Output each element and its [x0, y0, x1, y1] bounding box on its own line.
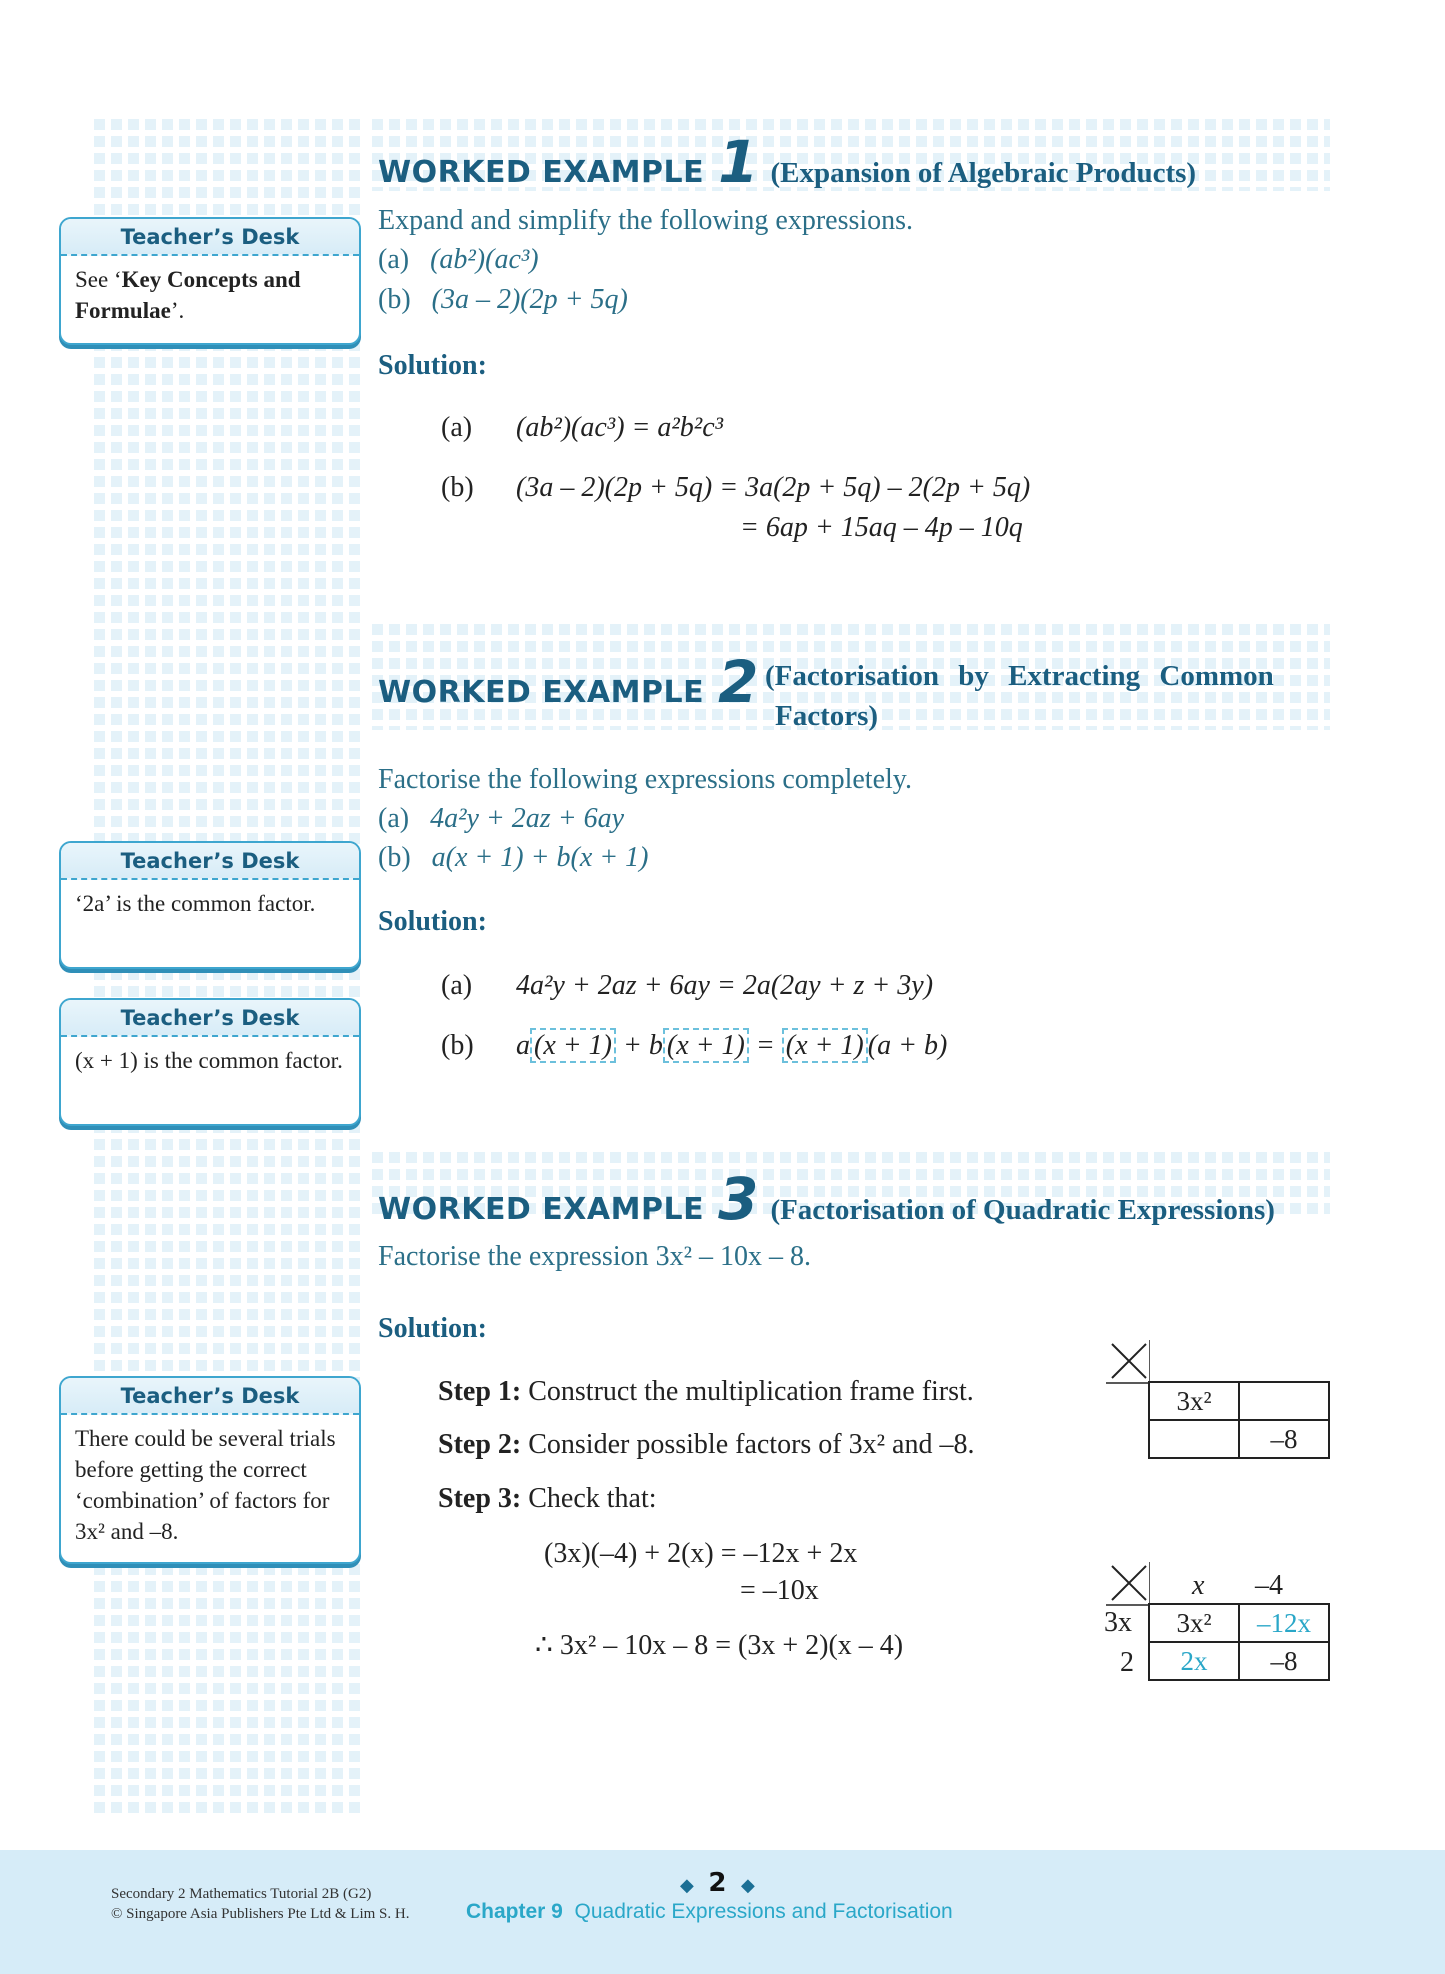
solution-heading: Solution: — [378, 1313, 487, 1344]
part-expression: a(x + 1) + b(x + 1) — [431, 842, 649, 873]
solution-b-line-2: = 6ap + 15aq – 4p – 10q — [740, 512, 1023, 543]
highlighted-common-factor: (x + 1) — [663, 1028, 749, 1063]
book-title: Secondary 2 Mathematics Tutorial 2B (G2) — [111, 1886, 372, 1902]
diamond-icon: ◆ — [680, 1875, 694, 1895]
step-text: Construct the multiplication frame first. — [528, 1376, 974, 1407]
example-2-part-a — [378, 803, 624, 835]
frame-cell — [1239, 1382, 1329, 1420]
teachers-desk-title: Teacher’s Desk — [61, 843, 359, 880]
teachers-desk-title: Teacher’s Desk — [61, 219, 359, 256]
step-label: Step 2: — [438, 1429, 522, 1460]
frame-cell: –8 — [1239, 1420, 1329, 1458]
example-number: 2 — [718, 648, 759, 716]
part-label: (a) — [378, 244, 410, 275]
teachers-desk-title: Teacher’s Desk — [61, 1378, 359, 1415]
solution-a-line: (ab²)(ac³) = a²b²c³ — [516, 412, 724, 443]
example-2-prompt: Factorise the following expressions completely. — [378, 764, 912, 795]
frame-cell-cross-product: 2x — [1149, 1642, 1239, 1680]
example-subtitle: (Expansion of Algebraic Products) — [770, 157, 1197, 189]
solution-b-label: (b) — [441, 1030, 474, 1061]
step-1 — [438, 1376, 974, 1408]
expr-piece: + b — [615, 1030, 663, 1061]
solution-b-line — [516, 1030, 947, 1062]
check-line-2: = –10x — [740, 1575, 819, 1606]
expr-piece: a — [516, 1030, 530, 1061]
frame-cell: –8 — [1239, 1642, 1329, 1680]
teachers-desk-note-2 — [59, 841, 361, 969]
page-number-block — [680, 1868, 755, 1898]
frame-row-header: 3x — [1104, 1607, 1132, 1638]
teachers-desk-text — [61, 256, 359, 336]
expr-piece: = — [748, 1030, 782, 1061]
example-1-prompt: Expand and simplify the following expressions. — [378, 205, 914, 236]
example-3-prompt: Factorise the expression 3x² – 10x – 8. — [378, 1241, 811, 1272]
copyright: © Singapore Asia Publishers Pte Ltd & Lim S. H. — [111, 1906, 410, 1922]
worked-example-3-title — [378, 1165, 1275, 1233]
frame-cell-cross-product: –12x — [1239, 1604, 1329, 1642]
example-1-part-b — [378, 284, 628, 316]
solution-b-line-1: (3a – 2)(2p + 5q) = 3a(2p + 5q) – 2(2p + 5q) — [516, 472, 1031, 503]
diamond-icon: ◆ — [740, 1875, 755, 1895]
teachers-desk-note-4 — [59, 1376, 361, 1564]
frame-col-header: –4 — [1255, 1570, 1283, 1601]
part-label: (b) — [378, 284, 411, 315]
example-2-part-b — [378, 842, 649, 874]
heading-label: WORKED EXAMPLE — [378, 1192, 705, 1227]
multiplication-cross-icon — [1106, 1562, 1150, 1606]
frame-col-header: x — [1192, 1570, 1205, 1601]
multiplication-frame-empty — [1148, 1381, 1330, 1459]
step-text: Consider possible factors of 3x² and –8. — [528, 1429, 975, 1460]
step-text: Check that: — [528, 1483, 657, 1514]
highlighted-common-factor: (x + 1) — [530, 1028, 616, 1063]
step-label: Step 3: — [438, 1483, 522, 1514]
example-number: 3 — [718, 1165, 759, 1233]
step-2 — [438, 1429, 974, 1461]
frame-row-header: 2 — [1120, 1647, 1134, 1678]
part-expression: 4a²y + 2az + 6ay — [430, 803, 625, 834]
frame-cell — [1149, 1420, 1239, 1458]
worked-example-2-title — [378, 648, 758, 716]
solution-a-line: 4a²y + 2az + 6ay = 2a(2ay + z + 3y) — [516, 970, 934, 1001]
frame-cell: 3x² — [1149, 1604, 1239, 1642]
solution-a-label: (a) — [441, 970, 473, 1001]
teachers-desk-note-3 — [59, 998, 361, 1126]
heading-label: WORKED EXAMPLE — [378, 155, 705, 190]
example-2-subtitle-line-2: Factors) — [775, 700, 879, 732]
part-label: (b) — [378, 842, 411, 873]
bold-reference: Key Concepts and Formulae — [75, 267, 301, 323]
example-1-part-a — [378, 244, 539, 276]
highlighted-common-factor: (x + 1) — [782, 1028, 868, 1063]
teachers-desk-text: ‘2a’ is the common factor. — [75, 891, 316, 916]
text: ’. — [170, 298, 185, 323]
step-3 — [438, 1483, 657, 1515]
part-expression: (ab²)(ac³) — [430, 244, 539, 275]
chapter-line — [466, 1900, 953, 1924]
multiplication-frame-completed — [1148, 1603, 1330, 1681]
solution-heading: Solution: — [378, 906, 487, 937]
worked-example-1-title — [378, 128, 1196, 196]
heading-label: WORKED EXAMPLE — [378, 675, 705, 710]
solution-heading: Solution: — [378, 350, 487, 381]
solution-b-label: (b) — [441, 472, 474, 503]
step-label: Step 1: — [438, 1376, 522, 1407]
example-number: 1 — [718, 128, 759, 196]
teachers-desk-text: (x + 1) is the common factor. — [75, 1048, 343, 1073]
part-expression: (3a – 2)(2p + 5q) — [431, 284, 628, 315]
page-footer — [0, 1850, 1445, 1974]
expr-piece: (a + b) — [867, 1030, 948, 1061]
solution-a-label: (a) — [441, 412, 473, 443]
teachers-desk-note-1 — [59, 217, 361, 345]
multiplication-cross-icon — [1106, 1340, 1150, 1384]
example-2-subtitle-line-1: (Factorisation by Extracting Common — [765, 660, 1274, 692]
conclusion: ∴ 3x² – 10x – 8 = (3x + 2)(x – 4) — [535, 1630, 904, 1661]
chapter-title: Quadratic Expressions and Factorisation — [574, 1900, 953, 1923]
teachers-desk-title: Teacher’s Desk — [61, 1000, 359, 1037]
example-subtitle: (Factorisation of Quadratic Expressions) — [770, 1194, 1275, 1226]
text: See ‘ — [75, 267, 122, 292]
page-number: 2 — [708, 1868, 727, 1898]
part-label: (a) — [378, 803, 410, 834]
teachers-desk-text: There could be several trials before getting the correct ‘combination’ of factors for 3x² and –8. — [75, 1426, 336, 1544]
chapter-label: Chapter 9 — [466, 1900, 563, 1923]
frame-cell: 3x² — [1149, 1382, 1239, 1420]
check-line-1: (3x)(–4) + 2(x) = –12x + 2x — [544, 1538, 858, 1569]
